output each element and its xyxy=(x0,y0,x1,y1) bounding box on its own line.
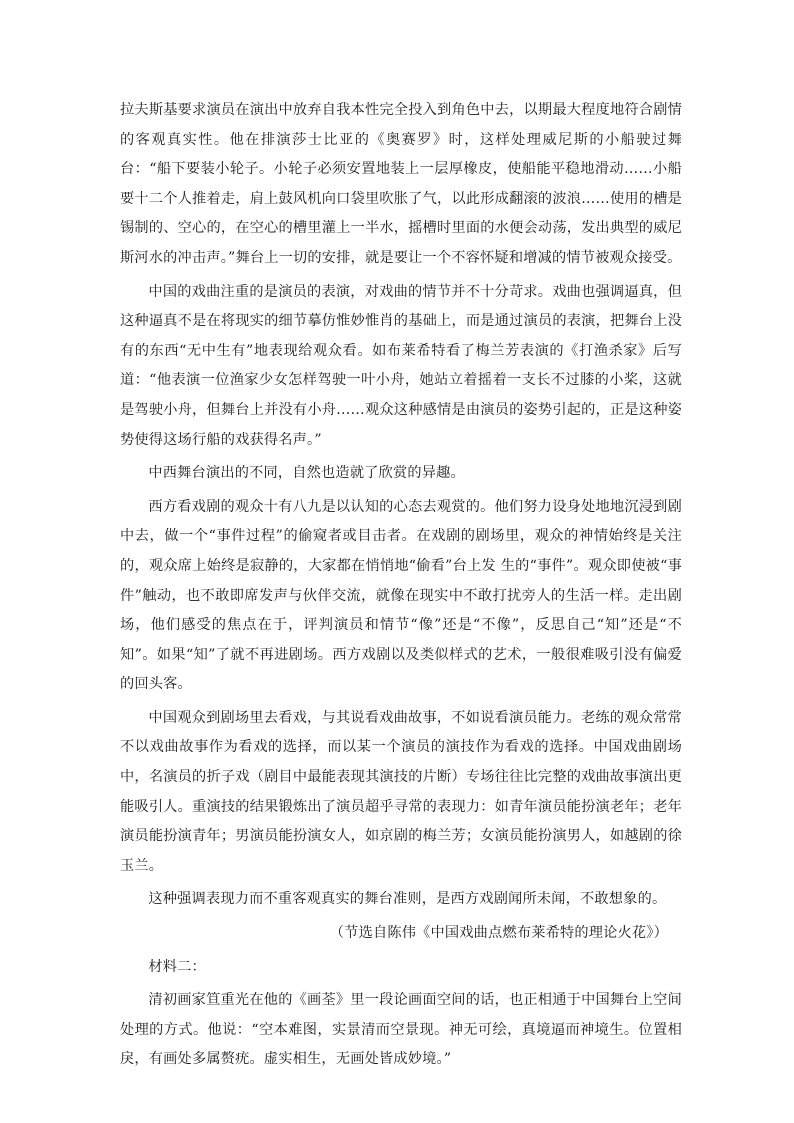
material-two-label: 材料二： xyxy=(148,958,206,975)
paragraph-material-two: 清初画家笪重光在他的《画荃》里一段论画面空间的话，也正相通于中国舞台上空间处理的方式。他说：“空本难图，实景清而空景现。神无可绘，真境逼而神境生。位置相戾，有画处多属赘疣。虚实相生，无画处皆成妙境。” xyxy=(120,992,682,1068)
paragraph-western-audience: 西方看戏剧的观众十有八九是以认知的心态去观赏的。他们努力设身处地地沉浸到剧中去，做一个“事件过程”的偷窥者或目击者。在戏剧的剧场里，观众的神情始终是关注的，观众席上始终是寂静的，大家都在悄悄地“偷看”台上发 生的“事件”。观众即使被“事件”触动，也不敢即席发声与伙伴交流，就像在现实中不敢打扰旁人的生活一样。走出剧场，他们感受的焦点在于，评判演员和情节“像”还是“不像”，反思自己“知”还是“不知”。如果“知”了就不再进剧场。西方戏剧以及类似样式的艺术，一般很难吸引没有偏爱的回头客。 xyxy=(120,498,682,693)
source-citation: （节选自陈伟《中国戏曲点燃布莱希特的理论火花》） xyxy=(329,925,668,942)
paragraph-appreciation-difference: 中西舞台演出的不同，自然也造就了欣赏的异趣。 xyxy=(148,465,465,482)
document-page xyxy=(120,96,682,1075)
paragraph-chinese-audience: 中国观众到剧场里去看戏，与其说看戏曲故事，不如说看演员能力。老练的观众常常不以戏曲故事作为看戏的选择，而以某一个演员的演技作为看戏的选择。中国戏曲剧场中，名演员的折子戏（剧目中最能表现其演技的片断）专场往往比完整的戏曲故事演出更能吸引人。重演技的结果锻炼出了演员超乎寻常的表现力：如青年演员能扮演老年；老年演员能扮演青年；男演员能扮演女人，如京剧的梅兰芳；女演员能扮演男人，如越剧的徐玉兰。 xyxy=(120,709,682,874)
paragraph-stage-principle: 这种强调表现力而不重客观真实的舞台准则，是西方戏剧闻所未闻，不敢想象的。 xyxy=(148,891,667,908)
paragraph-chinese-opera-performance: 中国的戏曲注重的是演员的表演，对戏曲的情节并不十分苛求。戏曲也强调逼真，但这种逼真不是在将现实的细节摹仿惟妙惟肖的基础上，而是通过演员的表演，把舞台上没有的东西“无中生有”地表现给观众看。如布莱希特看了梅兰芳表演的《打渔杀家》后写道：“他表演一位渔家少女怎样驾驶一叶小舟，她站立着摇着一支长不过膝的小桨，这就是驾驶小舟，但舞台上并没有小舟……观众这种感情是由演员的姿势引起的，正是这种姿势使得这场行船的戏获得名声。” xyxy=(120,283,682,448)
paragraph-stanislavski: 拉夫斯基要求演员在演出中放弃自我本性完全投入到角色中去，以期最大程度地符合剧情的客观真实性。他在排演莎士比亚的《奥赛罗》时，这样处理威尼斯的小船驶过舞台：“船下要装小轮子。小轮子必须安置地装上一层厚橡皮，使船能平稳地滑动……小船要十二个人推着走，肩上鼓风机向口袋里吹胀了气，以此形成翻滚的波浪……使用的槽是锡制的、空心的，在空心的槽里灌上一半水，摇槽时里面的水便会动荡，发出典型的威尼斯河水的冲击声。”舞台上一切的安排，就是要让一个不容怀疑和增减的情节被观众接受。 xyxy=(120,102,682,266)
